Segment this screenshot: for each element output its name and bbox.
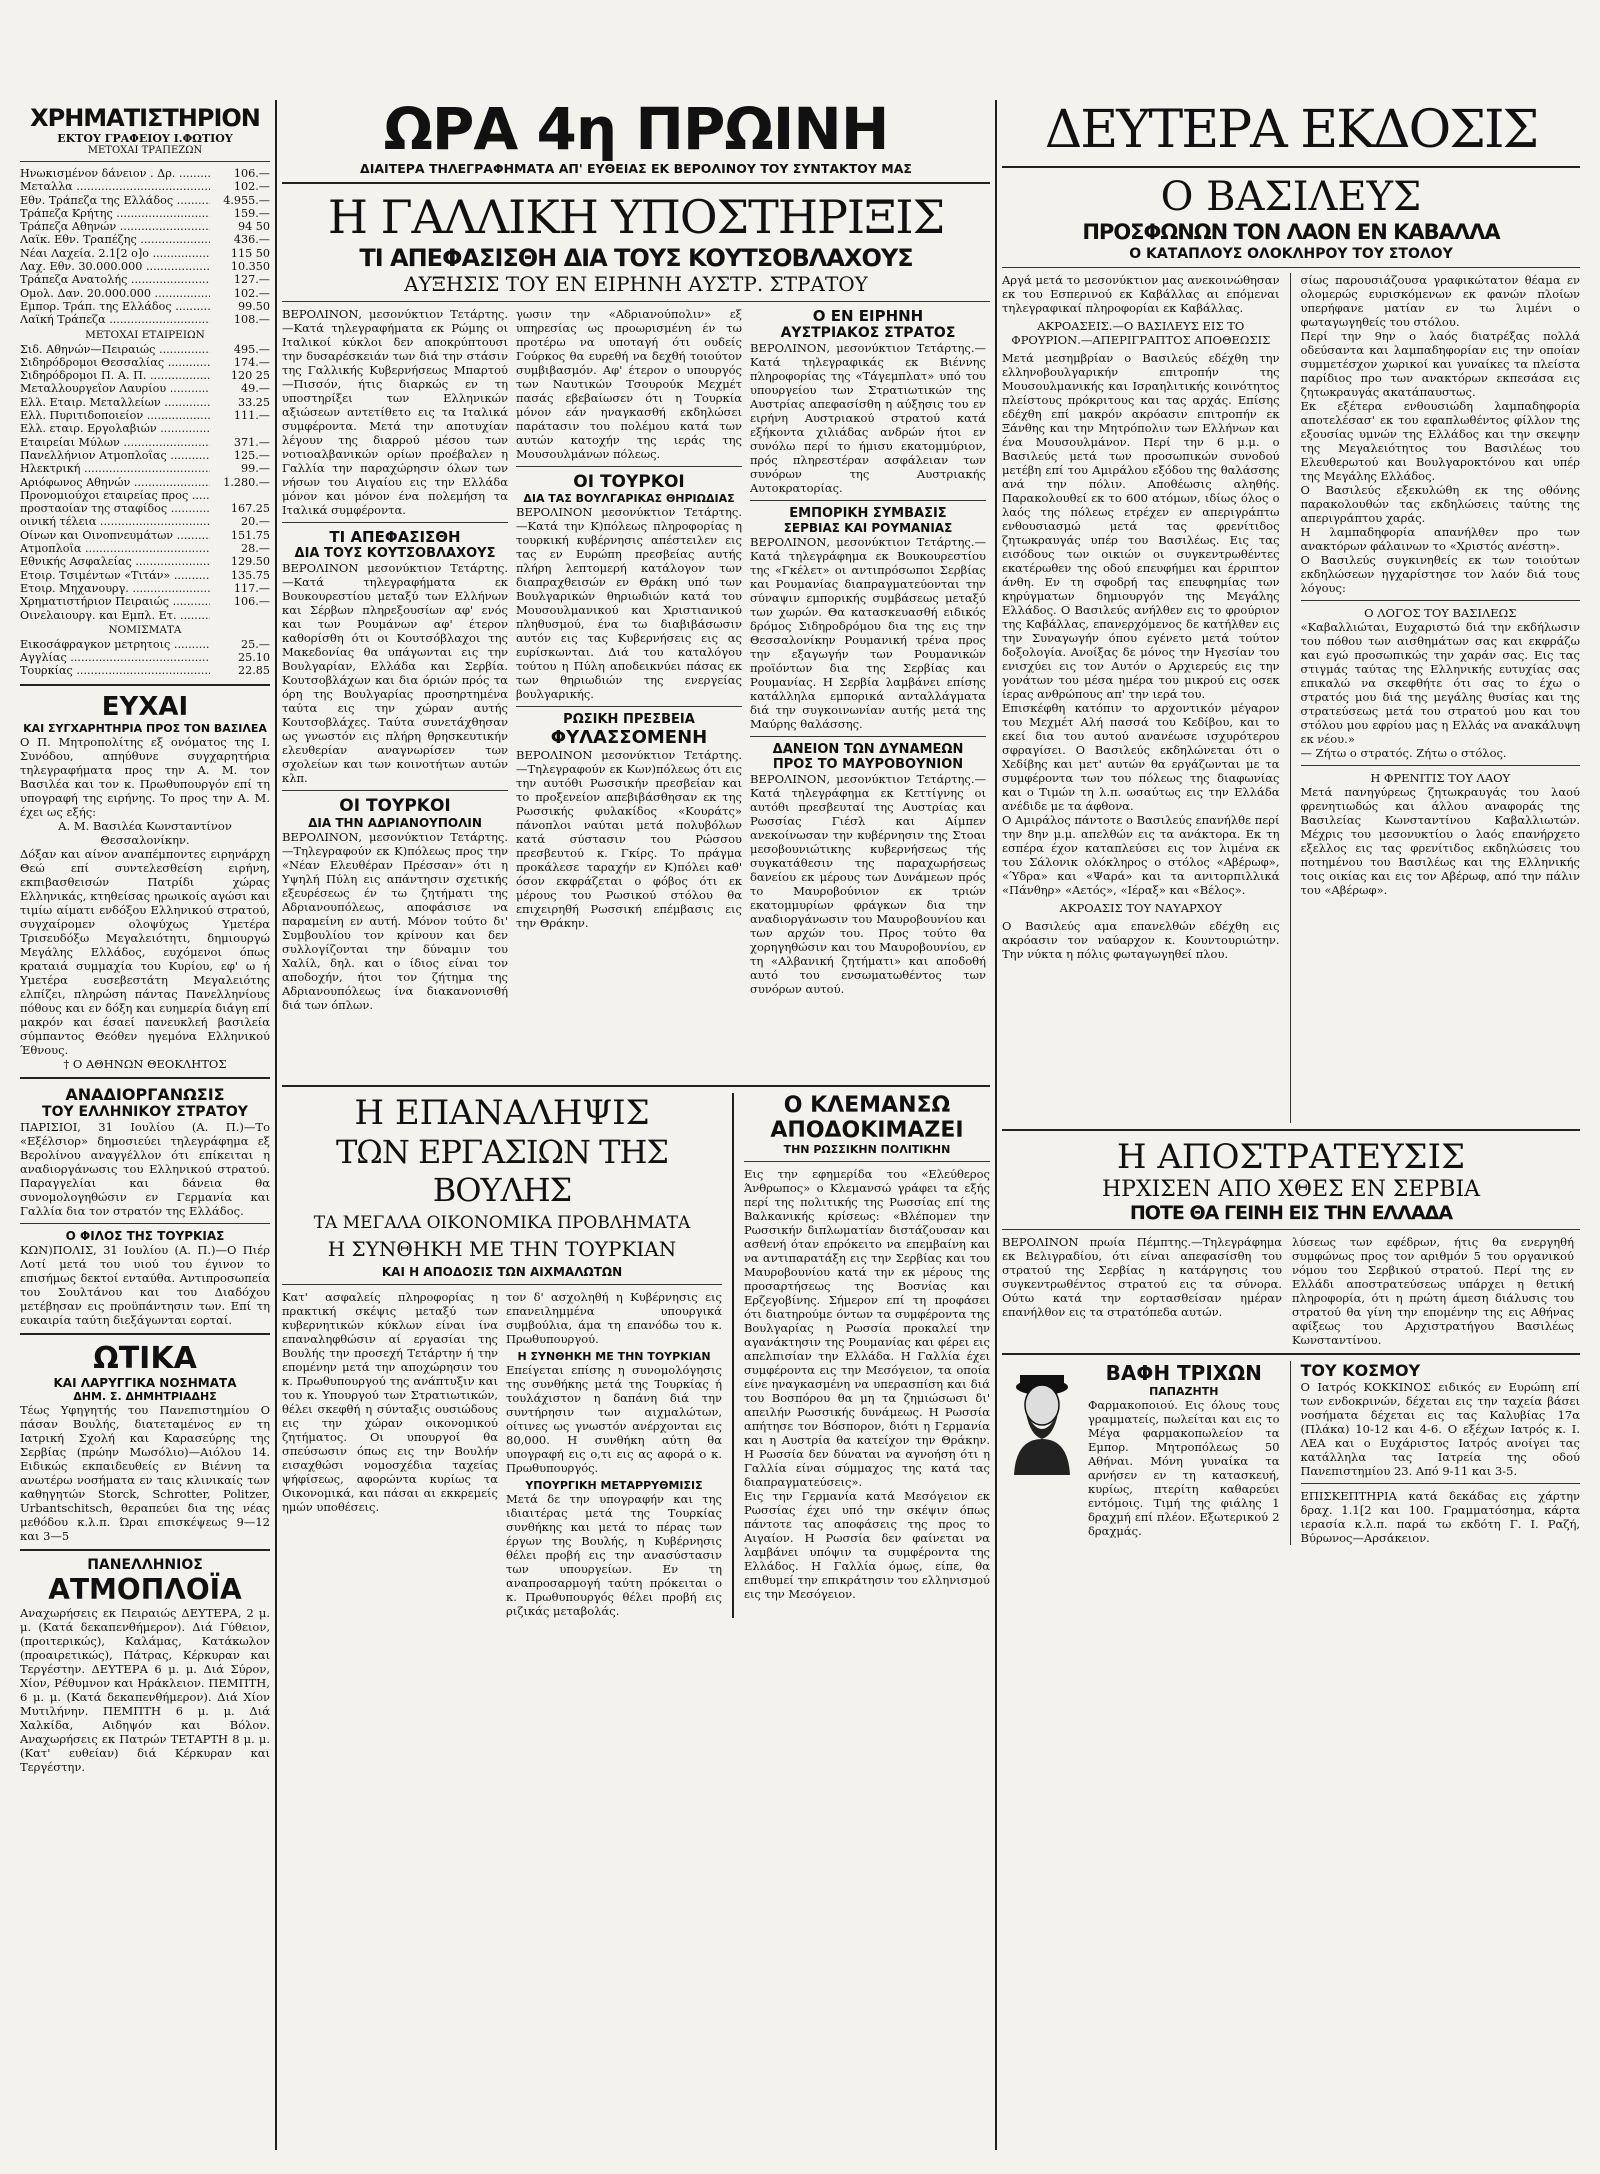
exchange-row (20, 638, 270, 651)
ent-ad-subtitle: ΚΑΙ ΛΑΡΥΓΓΙΚΑ ΝΟΣΗΜΑΤΑ (53, 1375, 237, 1390)
exchange-row-name: Ετοιρ. Τσιμέντων «Τιτάν» ..... (20, 569, 210, 582)
exchange-row (20, 300, 270, 313)
wishes-signature: † Ο ΑΘΗΝΩΝ ΘΕΟΚΛΗΤΟΣ (63, 1056, 227, 1071)
exchange-row (20, 462, 270, 475)
exchange-row-value: 108.— (210, 313, 270, 326)
king-audience-heading: ΑΚΡΟΑΣΕΙΣ.—Ο ΒΑΣΙΛΕΥΣ ΕΙΣ ΤΟ ΦΡΟΥΡΙΟΝ.—ΑΠΕΡΙΓΡΑΠΤΟΣ ΑΠΟΘΕΩΣΙΣ (1011, 319, 1271, 347)
exchange-row-name: Ετοιρ. Μηχανουργ. ..... (20, 582, 210, 595)
turks-bulgar-text: ΒΕΡΟΛΙΝΟΝ μεσονύκτιον Τετάρτης.—Κατά την Κ)πόλεως πληροφορίας η τουρκική κυβέρνησις απέστειλεν εις τας εν Ευρώπη πρεσβείας αυτής πλήρη λεπτομερή κατάλογον των διαπραχθεισών εν Θράκη υπό των Βουλγαρικών θηριωδιών κατά του Μουσουλμανικού και Χριστιανικού πληθυσμού, ένα τω διαβιβάσωσιν αυτόν εις τας Κυβερνήσεις εις ας ευρίσκωνται. Διά του καταλόγου τούτου η Πύλη αποδεικνύει πάσας εκ των θηριωδιών της ενεργείας βουλγαρικής. (516, 505, 742, 702)
exchange-row-name: Ελλ. Πυριτιδοποιείον ..... (20, 409, 210, 422)
clemenceau-section (744, 1093, 990, 1618)
exchange-row-value: 102.— (210, 180, 270, 193)
exchange-row (20, 609, 270, 622)
trade-agreement-heading-2: ΣΕΡΒΙΑΣ ΚΑΙ ΡΟΥΜΑΝΙΑΣ (783, 521, 953, 536)
newspaper-page (20, 100, 1580, 2150)
trade-agreement-heading: ΕΜΠΟΡΙΚΗ ΣΥΜΒΑΣΙΣ (789, 506, 947, 522)
exchange-row-name: Εμπορ. Τράπ. της Ελλάδος ..... (20, 300, 210, 313)
exchange-row-name: Νέαι Λαχεία. 2.1[2 ο]ο ..... (20, 247, 210, 260)
world-heading: ΤΟΥ ΚΟΣΜΟΥ (1300, 1361, 1421, 1380)
french-support-subtitle-2: ΑΥΞΗΣΙΣ ΤΟΥ ΕΝ ΕΙΡΗΝΗ ΑΥΣΤΡ. ΣΤΡΑΤΟΥ (404, 272, 868, 297)
clemenceau-title: Ο ΚΛΕΜΑΝΣΩ (783, 1093, 951, 1119)
frenzy-heading: Η ΦΡΕΝΙΤΙΣ ΤΟΥ ΛΑΟΥ (1370, 771, 1511, 785)
vlach-heading-2: ΔΙΑ ΤΟΥΣ ΚΟΥΤΣΟΒΛΑΧΟΥΣ (294, 546, 496, 562)
man-portrait-icon (1002, 1365, 1082, 1475)
vlach-text: ΒΕΡΟΛΙΝΟΝ μεσονύκτιον Τετάρτης.—Κατά τηλεγραφήματα εκ Βουκουρεστίου μεταξύ των Ελλήνων και Σέρβων πληρεξουσίων αφ' ενός και των Ρουμάνων αφ' έτερον καθορίσθη ότι οι Κουτσόβλαχοι της Μακεδονίας θα υπάγωνται εις την Βουλγαρίαν, Ελλάδα και Σερβία. Κουτσοβλάχων και δια όριών πρός τα όρη της Βουλγαρίας προσηρτημένα ταύτα εις την χώραν αυτής Κουτσοβλάχες. Ταύτα συνετάχθησαν ως γνωστόν εις πλήρη θρησκευτικήν ελευθερίαν αναγνωρίσεν των σχολείων και των κοινοτήτων αυτών κλπ. (282, 561, 508, 786)
king-text-cont-1: σίως παρουσιάζουσα γραφικώτατον θέαμα εν ολομερώς ευρισκόμενων εκ φανών πλοίων υπερήφανε ματίαν εν τω λιμένι ο φωταγωγηθείς του στόλου. (1300, 273, 1580, 329)
exchange-row (20, 220, 270, 233)
exchange-row-value: 495.— (210, 343, 270, 356)
treaty-heading: Η ΣΥΝΘΗΚΗ ΜΕ ΤΗΝ ΤΟΥΡΚΙΑΝ (517, 1350, 711, 1364)
company-shares-list (20, 343, 270, 622)
exchange-row-value (210, 422, 270, 435)
middle-column (282, 100, 990, 2150)
reorg-text: ΠΑΡΙΣΙΟΙ, 31 Ιουλίου (Α. Π.)—Το «Εξέλσιορ» δημοσιεύει τηλεγράφημα εξ Βερολίνου αναγγέλλον ότι επίκειται η αναδιοργάνωσις του Ελληνικού στρατού. Παραγγελίαι και δάνεια θα συνομολογηθώσιν εν Γερμανία και Γαλλία δια τον στρατόν της Ελλάδος. (20, 1119, 270, 1218)
turks-adrianople-heading: ΟΙ ΤΟΥΡΚΟΙ (339, 796, 451, 817)
exchange-row-name: Σιδηρόδρομοι Θεσσαλίας ..... (20, 356, 210, 369)
exchange-row-name: Λαχ. Εθν. 30.000.000 ..... (20, 260, 210, 273)
exchange-row-value: 99.50 (210, 300, 270, 313)
parliament-subtitle-2: Η ΣΥΝΘΗΚΗ ΜΕ ΤΗΝ ΤΟΥΡΚΙΑΝ (327, 1237, 677, 1262)
exchange-row (20, 356, 270, 369)
exchange-row-name: Τουρκίας ..... (20, 664, 210, 677)
hair-dye-subtitle: ΠΑΠΑΖΗΤΗ (1149, 1385, 1219, 1398)
loan-heading-2: ΠΡΟΣ ΤΟ ΜΑΥΡΟΒΟΥΝΙΟΝ (772, 757, 964, 773)
exchange-row-value: 1.280.— (210, 476, 270, 489)
exchange-row-value: 106.— (210, 595, 270, 608)
king-text-cont-5: Η λαμπαδηφορία απανήλθεν προ των ανακτόρων φάλαινων το «Χριστός ανέστη». (1300, 525, 1580, 553)
wishes-body: Δόξαν και αίνον αναπέμποντες ειρηνάρχη Θεώ επί συντελεσθείση ειρήνη, εκπιβασθεισών Πατρίδι χώρας Ελληνικάς, κτηθείσας ηρωικοίς αγώσι και τιμίω αίματι ενδόξου Ελληνικού στρατού, συγχαίρομεν ολοψύχως Υμετέρα Τρισευδόξω Μεγαλειότητι, δημιουργώ Μεγάλης Ελλάδος, ευχόμενοι όπως κραταιά συμμαχία του Κυρίου, εφ' ω ή Υμετέρα ευσεβεστάτη Μεγαλειότης ελπίζει, πληρώση πάντας Πανελληνίους πόθους και εν δόξη και ευημερία διάγη επί μακρόν και έσαεί πανευκλεή βασιλεία σύμπαντος Θεόθεν ηγεμόνα Ελληνικού Έθνους. (20, 846, 270, 1057)
exchange-row (20, 449, 270, 462)
trade-agreement-text: ΒΕΡΟΛΙΝΟΝ, μεσονύκτιον Τετάρτης.—Κατά τηλεγράφημα εκ Βουκουρεστίου της «Γκέλετ» οι αντιπρόσωποι Σερβίας και Ρουμανίας διαπραγματεύονται την σύναψιν εμπορικής συμβάσεως μεταξύ των χωρών. Θα κατασκευασθή ειδικός δρόμος Σιδηροδρόμου δια της εις την Θεσσαλονίκην Ρουμανική τρένα προς την εξαγωγήν των Ρουμανικών προϊόντων δια της Σερβίας και Ρουμανίας. Η Σερβία λαμβάνει επίσης κατάλληλα εμπορικά ανταλλάγματα διά την συγκοινωνίαν αυτής μετά της Μαύρης θαλάσσης. (750, 535, 986, 732)
exchange-row-value: 167.25 (210, 502, 270, 515)
exchange-row-name: Προνομιούχοι εταιρείας προς ..... (20, 489, 210, 502)
exchange-row-value: 99.— (210, 462, 270, 475)
king-text-cont-4: Ο Βασιλεύς εξεκυλώθη εκ της οθόνης παρακολουθών τας εκδηλώσεις ταύτης της απεριγράπτου χαράς. (1300, 483, 1580, 525)
exchange-row (20, 476, 270, 489)
exchange-row (20, 382, 270, 395)
exchange-row (20, 396, 270, 409)
exchange-row (20, 542, 270, 555)
exchange-row-name: Μεταλλα ..... (20, 180, 210, 193)
exchange-row (20, 233, 270, 246)
exchange-row (20, 180, 270, 193)
main-headline: ΩΡΑ 4η ΠΡΩΙΝΗ (383, 100, 889, 163)
exchange-row-name: προσταοίαν της σταφίδος ..... (20, 502, 210, 515)
exchange-row-name: Σιδηρόδρομοι Π. Α. Π. ..... (20, 369, 210, 382)
mid-col-3 (750, 307, 986, 1077)
exchange-row-name: Λαϊκ. Εθν. Τραπέζης ..... (20, 233, 210, 246)
admiral-text: Ο Βασιλεύς αμα επανελθών εδέχθη εις ακρόασιν τον ναύαρχον κ. Κουντουριώτην. Την νύκτα η πόλις φωταγωγηθεί πλου. (1002, 919, 1280, 961)
hair-dye-text: Φαρμακοποιού. Εις όλους τους γραμματείς, πωλείται και εις το Μέγα φαρμακοπωλείον τα Εμπορ. Μητροπόλεως 50 Αθήναι. Μόνη γυναίκα τα αρνήσεν εν τη κατασκευή, κυρίως, πτερίτη καθαρεύει εντόμοις. Τιμή της φιάλης 1 δραχμή επί πλέον. Εξωτερικού 2 δραχμάς. (1088, 1398, 1280, 1538)
exchange-row-value: 125.— (210, 449, 270, 462)
doctors-ads (1301, 1361, 1581, 1545)
turks-adrianople-heading-2: ΔΙΑ ΤΗΝ ΑΔΡΙΑΝΟΥΠΟΛΙΝ (308, 816, 482, 831)
exchange-row (20, 651, 270, 664)
reorg-title: ΑΝΑΔΙΟΡΓΑΝΩΣΙΣ (65, 1084, 225, 1104)
french-support-title: Η ΓΑΛΛΙΚΗ ΥΠΟΣΤΗΡΙΞΙΣ (327, 190, 945, 245)
friend-turkey-title: Ο ΦΙΛΟΣ ΤΗΣ ΤΟΥΡΚΙΑΣ (65, 1228, 225, 1243)
exchange-row-name: Αγγλίας ..... (20, 651, 210, 664)
loan-text: ΒΕΡΟΛΙΝΟΝ, μεσονύκτιον Τετάρτης.—Κατά τηλεγράφημα εκ Κεττίγνης οι αυτόθι πρεσβευταί της Αυστρίας και Ρωσσίας Γιέσλ και Αίμπεν ανεκοίνωσαν την κυβέρνησιν της Στοαι μεσοβουνιώτικης κυβερνήσεως τής συγκατάθεσιν της παραχωρήσεως δανείου εκ μέρους των Δυνάμεων πρός το Μαυροβούνιον εκ τριών εκατομμυρίων φράγκων δια την αναδιοργάνωσιν του Μαυροβουνίου και των αρχών του. Προς τούτο θα χορηγηθώσιν και του Μαυροβουνίου, εν τη «Αλβανική ζητήματι» και αποδοθή αυτό του ενσωματωθέντος των συνόρων αυτού. (750, 772, 986, 997)
exchange-row (20, 287, 270, 300)
exchange-row (20, 260, 270, 273)
exchange-row-name: Τράπεζα Αθηνών ..... (20, 220, 210, 233)
exchange-row-name: Εικοσάφραγκον μετρητοις ..... (20, 638, 210, 651)
exchange-row (20, 582, 270, 595)
exchange-row-value: 25.10 (210, 651, 270, 664)
exchange-title: ΧΡΗΜΑΤΙΣΤΗΡΙΟΝ (30, 104, 260, 132)
adrianople-cont-text: γωσιν την «Αδριανούπολιν» εξ υπηρεσίας ως προωρισμένη έν τω προτέρω να υποταγή ότι ουδείς Γούρκος θα ευρεθή να δεχθή τοιούτον συμβιβασμόν. Αφ' έτερον ο υπουργός των Ναυτικών Τσουρούκ Μεχμέτ πασάς εβεβαίωσεν ότι η Τουρκία μόνον εάν ηναγκασθή εκδηλώσει παράτασιν του πολέμου κατά των αυτών κατοχήν της ιεράς της Μουσουλμάνων πόλεως. (516, 307, 742, 462)
exchange-row (20, 313, 270, 326)
second-edition-headline: ΔΕΥΤΕΡΑ ΕΚΔΟΣΙΣ (1044, 100, 1538, 160)
exchange-row (20, 515, 270, 528)
mid-col-1 (282, 307, 508, 1077)
exchange-row-name: Αριόφωνος Αθηνών ..... (20, 476, 210, 489)
exchange-row-name: Σιδ. Αθηνών—Πειραιώς ..... (20, 343, 210, 356)
exchange-row-value: 151.75 (210, 529, 270, 542)
exchange-row (20, 207, 270, 220)
austrian-army-heading: Ο ΕΝ ΕΙΡΗΝΗ (812, 307, 924, 326)
clemenceau-title-2: ΑΠΟΔΟΚΙΜΑΖΕΙ (770, 1118, 964, 1144)
exchange-row-value: 436.— (210, 233, 270, 246)
right-column (1002, 100, 1580, 2150)
exchange-row (20, 529, 270, 542)
exchange-row-value: 22.85 (210, 664, 270, 677)
parliament-title: Η ΕΠΑΝΑΛΗΨΙΣ (354, 1093, 650, 1134)
ent-ad-text: Τέως Υφηγητής του Πανεπιστημίου Ο πάσαν Βουλής, διατεταμένος εν τη Ιατρική Σχολή και Καρασεύρης της Σερβίας (πρώην Μωσόλιο)—Αιόλου 14. Ειδικώς εκπαιδευθείς εν Βιέννη τα ανωτέρω νοσήματα εν ταις κλινικαίς των καθηγητών Storck, Schrotter, Politzer, Urbantschitsch, θεραπεύει δια της νέας μεθόδου κ.λ.π. Ώραι επισκέψεως 9—12 και 3—5 (20, 1402, 270, 1543)
turks-bulgar-heading: ΟΙ ΤΟΥΡΚΟΙ (573, 472, 685, 493)
exchange-row-name: Τράπεζα Κρήτης ..... (20, 207, 210, 220)
exchange-row (20, 569, 270, 582)
exchange-row-value: 159.— (210, 207, 270, 220)
exchange-row-value: 10.350 (210, 260, 270, 273)
clemenceau-subtitle: ΤΗΝ ΡΩΣΣΙΚΗΝ ΠΟΛΙΤΙΚΗΝ (783, 1143, 951, 1157)
exchange-row-value (210, 609, 270, 622)
shipping-text: Αναχωρήσεις εκ Πειραιώς ΔΕΥΤΕΡΑ, 2 μ. μ. (Κατά δεκαπενθήμερον). Διά Γύθειον, (προιτερικώς), Καλάμας, Κατάκωλον (προαιρετικώς), Πάτρας, Κέρκυραν και Τεργέστην. ΔΕΥΤΕΡΑ 6 μ. μ. Διά Σύρον, Χίον, Ρέθυμνον και Ηράκλειον. ΠΕΜΠΤΗ, 6 μ. μ. (Κατά δεκαπενθήμερον). Διά Χίον Μυτιλήνην. ΠΕΜΠΤΗ 6 μ. μ. Διά Χαλκίδα, Αιδηψόν και Βόλον. Αναχωρήσεις εκ Πατρών ΤΕΤΑΡΤΗ 8 μ. μ. (Κατ' ευθείαν) διά Κέρκυραν και Τεργέστην. (20, 1605, 270, 1774)
king-title: Ο ΒΑΣΙΛΕΥΣ (1160, 174, 1422, 220)
demob-text-2: λύσεως των εφέδρων, ήτις θα ενεργηθή συμφώνως προς τον αριθμόν 5 του οργανικού νόμου του Σερβικού στρατού. Περί της εν Ελλάδι αποστρατεύσεως υπάρχει η θετική πληροφορία, ότι η πρώτη άμεση διάλυσις του στρατού θα γίνη την επομένην της εις Αθήνας αφίξεως του Αρχιστρατήγου Βασιλέως Κωνσταντίνου. (1292, 1235, 1574, 1347)
hair-dye-title: ΒΑΦΗ ΤΡΙΧΩΝ (1105, 1361, 1262, 1385)
exchange-row-name: Πανελλήνιον Ατμοπλοΐας ..... (20, 449, 210, 462)
exchange-row-name: Ηνωκισμένον δάνειον . Δρ. ..... (20, 167, 210, 180)
exchange-row-name: Ελλ. εταιρ. Εργολαβιών ..... (20, 422, 210, 435)
exchange-row (20, 369, 270, 382)
reorg-subtitle: ΤΟΥ ΕΛΛΗΝΙΚΟΥ ΣΤΡΑΤΟΥ (42, 1103, 248, 1120)
exchange-row-value: 94 50 (210, 220, 270, 233)
admiral-heading: ΑΚΡΟΑΣΙΣ ΤΟΥ ΝΑΥΑΡΧΟΥ (1059, 901, 1222, 915)
mid-col-2 (516, 307, 742, 1077)
exchange-row-value: 129.50 (210, 555, 270, 568)
exchange-row (20, 167, 270, 180)
austrian-army-heading-2: ΑΥΣΤΡΙΑΚΟΣ ΣΤΡΑΤΟΣ (780, 325, 956, 342)
wishes-text: Ο Π. Μητροπολίτης εξ ονόματος της Ι. Συνόδου, απηύθυνε συγχαρητήρια τηλεγραφήματα προς την Α. Μ. τον Βασιλέα και τον κ. Πρωθυπουργόν επί τη υπογραφή της ειρήνης. Το προς την Α. Μ. έχει ως εξής: (20, 734, 270, 819)
reshuffle-heading: ΥΠΟΥΡΓΙΚΗ ΜΕΤΑΡΡΥΘΜΙΣΙΣ (525, 1479, 703, 1493)
demob-subtitle-2: ΠΟΤΕ ΘΑ ΓΕΙΝΗ ΕΙΣ ΤΗΝ ΕΛΛΑΔΑ (1129, 1202, 1453, 1224)
demob-title: Η ΑΠΟΣΤΡΑΤΕΥΣΙΣ (1116, 1137, 1466, 1177)
exchange-row-value: 33.25 (210, 396, 270, 409)
exchange-row-value: 28.— (210, 542, 270, 555)
wishes-subtitle: ΚΑΙ ΣΥΓΧΑΡΗΤΗΡΙΑ ΠΡΟΣ ΤΟΝ ΒΑΣΙΛΕΑ (23, 721, 267, 735)
demob-text: ΒΕΡΟΛΙΝΟΝ πρωία Πέμπτης.—Τηλεγράφημα εκ Βελιγραδίου, ότι είναι απεφασίσθη του στρατού της Σερβίας η κατάργησις του συγκεντρωθέντος στρατού εις τα σύνορα. Ούτω κατά την εορτασθείσαν ημέραν επανήλθον εις τα στρατόπεδα αυτών. (1002, 1235, 1282, 1319)
parliament-text-cont: τον δ' ασχοληθή η Κυβέρνησις εις επανειλημμένα υπουργικά συμβούλια, άμα τη επανόδω του κ. Πρωθυπουργού. (506, 1290, 722, 1347)
russian-embassy-heading-2: ΦΥΛΑΣΣΟΜΕΝΗ (550, 727, 708, 749)
exchange-subtitle: ΕΚΤΟΥ ΓΡΑΦΕΙΟΥ Ι.ΦΩΤΙΟΥ (57, 132, 233, 145)
exchange-row (20, 664, 270, 677)
exchange-row-value: 115 50 (210, 247, 270, 260)
telegram-subline: ΔΙΑΙΤΕΡΑ ΤΗΛΕΓΡΑΦΗΜΑΤΑ ΑΠ' ΕΥΘΕΙΑΣ ΕΚ ΒΕΡΟΛΙΝΟΥ ΤΟΥ ΣΥΝΤΑΚΤΟΥ ΜΑΣ (360, 161, 912, 177)
exchange-row (20, 595, 270, 608)
exchange-row-name: Χρηματιστήριον Πειραιώς ..... (20, 595, 210, 608)
exchange-row (20, 194, 270, 207)
cards-ad-text: ΕΠΙΣΚΕΠΤΗΡΙΑ κατά δεκάδας εις χάρτην δραχ. 1.1[2 και 100. Γραμματόσημα, κάρτα ιερασία κ.λ.π. παρά τω εκδότη Γ. Ι. Ραζή, Βύρωνος—Αρσάκειον. (1300, 1489, 1580, 1545)
exchange-row-name: Ηλεκτρική ..... (20, 462, 210, 475)
exchange-row (20, 436, 270, 449)
exchange-row (20, 489, 270, 502)
king-subtitle-2: Ο ΚΑΤΑΠΛΟΥΣ ΟΛΟΚΛΗΡΟΥ ΤΟΥ ΣΤΟΛΟΥ (1129, 246, 1453, 262)
king-text-fleet: Ο Αμιράλος πάντοτε ο Βασιλεύς επανήλθε περί την 8ην μ.μ. απελθών εις τα ανάκτορα. Εκ τη εσπέρα έχον καταπλεύσει εις τον λιμένα εκ του Σάλονικ ολόκληρος ο στόλος «Αβέρωφ», «Ύδρα» και «Ψαρά» και τα ανιτορπιλλικά «Πάνθηρ» «Αετός», «Ιέραξ» και «Βέλος». (1002, 813, 1280, 897)
ent-ad-title: ΩΤΙΚΑ (93, 1340, 197, 1376)
frenzy-text: Μετά πανηγύρεως ζητωκραυγάς του λαού φρενητιωδώς και άλλου αναφοράς της Βασιλείας Κωνσταντίνου Καβαλλιωτών. Μέχρις του μεσονυκτίου ο λαός επανήρχετο εξελλος εις τας φρενίτιδος εκδηλώσεις του ποτημένου του Βασιλέως και της Ελληνικής τοις οικίας και εις τον Αβέρωφ, από την πάλιν του «Αβέρωφ». (1300, 785, 1580, 897)
exchange-row-name: Εθνικής Ασφαλείας ..... (20, 555, 210, 568)
turks-adrianople-text: ΒΕΡΟΛΙΝΟΝ, μεσονύκτιον Τετάρτης.—Τηλεγραφούν εκ Κ)πόλεως προς την «Νέαν Ελευθέραν Πρέσσαν» ότι η Υψηλή Πύλη εις απάντησιν σχετικής εξευρέσεως έν τω ζητήματι της Αδριανουπόλεως, αποφάσισε να παραμείνη εν αυτή. Μόνον τούτο δι' Συμβουλίου τον κρίνουν και δεν συλλογίζονται την δύναμιν του Χαλίλ, δηλ. και ο ίδιος είναι τον αποδοχήν, ήτοι τον ζήτημα της Αδριανουπόλεως ίνα διακανονισθή διά των όπλων. (282, 830, 508, 1013)
exchange-row-name: Οίνων και Οινοπνευμάτων ..... (20, 529, 210, 542)
exchange-row-value: 371.— (210, 436, 270, 449)
clemenceau-text: Εις την εφημερίδα του «Ελεύθερος Άνθρωπος» ο Κλεμανσώ γράφει τα εξής περί της πολιτικής της Ρωσσίας επί της Βαλκανικής κρίσεως: «Βλέπομεν την Ρωσσικήν διπλωματίαν διστάζουσαν και ασθενή όταν επρόκειτο να επεμβαίνη και να αντιπαρατάξη εις την Σερβίας και του Μαυροβουνίου κατά την εκ μέρους της προσαρτήσεως της Βοσνίας και Ερζεγοβίνης. Σήμερον επί τη προφάσει ότι διατηρούμε όντων τα συμφέροντα της Βουλγαρίας η Ρωσσία προκαλεί την αγανάκτησιν της Ρουμανίας και φέρει εις απελπισίαν την Ελλάδα. Η Γαλλία έχει συμφέροντα εις την Μεσόγειον, τα οποία είνε ηναγκασμένη να υπερασπίση και διά του Βοσπόρου θα μη τα ζημιώσωσι δι' απειλήν Ρωσσικής δυνάμεως. Η Ρωσσία απήτησε τον Βόσπορον, διότι η Γερμανία και η Αυστρία θα κατείχον την Θράκην. Η Ρωσσία δεν δύναται να αγνοήση ότι η Γαλλία είναι σύμμαχος της κατά τας διαπραγματεύσεις». (743, 1167, 990, 1490)
reshuffle-text: Μετά δε την υπογραφήν και της ιδιαιτέρας μετά της Τουρκίας συνθήκης και μετά το πέρας των έργων της Βουλής, η Κυβέρνησις θέλει προβή εις την ανασύστασιν των υπουργείων. Εν τη αναπροσαρμογή ταύτη πρόκειται ο κ. Πρωθυπουργός θέλει προβή εις ριζικάς μεταβολάς. (506, 1492, 722, 1619)
exchange-row-value: 135.75 (210, 569, 270, 582)
king-subtitle: ΠΡΟΣΦΩΝΩΝ ΤΟΝ ΛΑΟΝ ΕΝ ΚΑΒΑΛΛΑ (1082, 220, 1500, 244)
left-column (20, 100, 270, 2150)
wishes-title: ΕΥΧΑΙ (101, 691, 189, 722)
king-text-palace: Επισκέφθη κατόπιν το αρχοντικόν μέγαρον του Μεχμέτ Αλή πασσά του Κεδίβου, και το εκεί δια του αυτού ανανέωσε ισχυρότερου σφραγίσει. Ο Βασιλεύς εκδηλώνεται ότι ο Χεδίβης και μετ' αυτών θα εργάζωνται με τα συμφέροντα των του πόλεως της διαφωνίας και ο Τιμών τη λ.π. ωσαύτως εις την Ελλάδα ανέδιδε με τα άφθονα. (1002, 701, 1280, 813)
ent-ad-doctor: ΔΗΜ. Σ. ΔΗΜΗΤΡΙΑΔΗΣ (73, 1389, 217, 1403)
bank-shares-list (20, 167, 270, 327)
vlach-heading: ΤΙ ΑΠΕΦΑΣΙΣΘΗ (329, 528, 461, 547)
exchange-row-name: Μεταλλουργεΐον Λαυρίου ..... (20, 382, 210, 395)
parliament-title-2: ΤΩΝ ΕΡΓΑΣΙΩΝ ΤΗΣ ΒΟΥΛΗΣ (335, 1133, 669, 1210)
loan-heading: ΔΑΝΕΙΟΝ ΤΩΝ ΔΥΝΑΜΕΩΝ (772, 742, 964, 758)
exchange-row (20, 502, 270, 515)
exchange-row-name: Λαϊκή Τράπεζα ..... (20, 313, 210, 326)
exchange-row-value: 106.— (210, 167, 270, 180)
world-text: Ο Ιατρός ΚΟΚΚΙΝΟΣ ειδικός εν Ευρώπη επί των ενδοκρινών, δέχεται εις την ταχεία βάσει νοσήματα δέχεται εις τας Καλυβίας 17α (Πλάκα) 10-12 και 4-6. Ο εξέχων Ιατρός κ. Ι. ΛΕΑ και ο Ευχάριστος Ιατρός ανοίγει τας κατάλληλα τας Ιατρεία της οδού Πανεπιστημίου 23. Από 9-11 και 3-5. (1300, 1380, 1580, 1478)
king-text-cont-6: Ο Βασιλεύς συγκινηθείς εκ των τοιούτων εκδηλώσεων ηγχαρίστησε τον λαόν διά τους λόγους: (1300, 553, 1580, 595)
king-text-cont-2: Περί την 9ην ο λαός διατρέξας πολλά οδεύσαντα και λαμπαδηφορίαν εις την οποίαν συμμετέσχον χωρικοί και γυναίκες τα πλείστα παρίδιος προ των ανακτόρων εκπεσάσα εις ζητωκραυγάς ακατάπαυστως. (1300, 329, 1580, 399)
exchange-row-value: 49.— (210, 382, 270, 395)
king-text-main: Μετά μεσημβρίαν ο Βασιλεύς εδέχθη την ελληνοβουλγαρικήν επιτροπήν της Μουσουλμανικής και Ισραηλιτικής κοινότητος πλείστους πρόκριτους και τας αρχάς. Επίσης εδέχθη επί μακρόν ακρόασιν επιτροπήν εκ Ξάνθης και την Μητρόπολιν των Ελλήνων και ένα Μουσουλμάνον. Περί την 6 μ.μ. ο Βασιλεύς μετά των προσωπικών συνοδού μετέβη επί του Αμιράλου εξόδου της θαλάσσης ανά την πόλιν. Αποθέωσις αληθής. Παρακολουθεί εκ το 600 ατόμων, ιδίως όλος ο λαός της πόλεως ετρέχεν εν απεριγράπτω ενθουσιασμώ μετά τας φρενίτιδος ζητωκραυγάς υπέρ του Βασιλέως. Εις τας εισόδους των οικιών οι συγκεντρωθέντες εκατέρωθεν της οδού επευφήμει και έρριπτον άνθη. Εν τη σφοδρή τας επευφημίας των κηρύγματων δημιουργόν της Μεγάλης Ελλάδος. Ο Βασιλεύς ανήλθεν εις το φρούριον της Καβάλλας, επανερχόμενος δε κατήλθεν εις την Συναγωγήν όπου εγένετο μετά τούτον δοξολογία. Ανοίξας δε μόνος την Ηγεσίαν του ενισχύει εις τον Αυτόν ο Αρχιερεύς εις την γονάτων του μέσα ημέρα του μικρού εις οσεκ ίερας ανθρώπους απ' την ιερά του. (1002, 351, 1280, 701)
parliament-subtitle-3: ΚΑΙ Η ΑΠΟΔΟΣΙΣ ΤΩΝ ΑΙΧΜΑΛΩΤΩΝ (381, 1265, 623, 1280)
exchange-row-name: Εθν. Τράπεζα της Ελλάδος ..... (20, 194, 210, 207)
king-speech-heading: Ο ΛΟΓΟΣ ΤΟΥ ΒΑΣΙΛΕΩΣ (1364, 606, 1517, 620)
exchange-row (20, 273, 270, 286)
austrian-army-text: ΒΕΡΟΛΙΝΟΝ, μεσονύκτιον Τετάρτης.—Κατά τηλεγραφικάς εκ Βιέννης πληροφορίας της «Τάγεμπλατ» υπό του υπουργείου των Στρατιωτικών της Αυστρίας απεφασίσθη η αύξησις του εν ειρήνη Αυστριακού στρατού κατά εξήκοντα χιλιάδας ανδρών ήτοι εν συνόλω περί το ήμισυ εκατομμύριον, πρός πληρεστέραν ασφάλειαν των συνόρων της Αυστριακής Αυτοκρατορίας. (750, 341, 986, 496)
exchange-row-value: 102.— (210, 287, 270, 300)
exchange-row-value: 120 25 (210, 369, 270, 382)
french-article-text: ΒΕΡΟΛΙΝΟΝ, μεσονύκτιον Τετάρτης.—Κατά τηλεγραφήματα εκ Ρώμης οι Ιταλικοί κύκλοι δεν αποκρύπτουσι την δυσαρέσκειάν των διά την στάσιν της Γαλλικής Κυβερνήσεως Μπαρτού—Πισσόν, ήτις διαρκώς εν τη υποστηρίξει των Ελληνικών αξιώσεων αντετίθετο εις τα Ιταλικά συμφέροντα. Μετά την αποτυχίαν λέγουν της διαρρού μέσου των νοτιοαλβανικών ορίων προέβαλεν η Γαλλία την παραχώρησιν όλων των νήσων του Αιγαίου εις την Ελλάδα μόνον και μόνον ένα πολεμήση τα Ιταλικά συμφέροντα. (282, 307, 508, 518)
parliament-subtitle: ΤΑ ΜΕΓΑΛΑ ΟΙΚΟΝΟΜΙΚΑ ΠΡΟΒΛΗΜΑΤΑ (313, 1213, 691, 1234)
exchange-row-value: 174.— (210, 356, 270, 369)
russian-embassy-text: ΒΕΡΟΛΙΝΟΝ μεσονύκτιον Τετάρτης.—Τηλεγραφούν εκ Κων)πόλεως ότι εις την αυτόθι Ρωσσικήν πρεσβείαν και το προξενείον απεβιβάσθησαν εκ της Ρωσσικής φυλακίδος «Κουράτς» πάνοπλοι ναύται μετά πολυβόλων κατά σύστασιν του Ρώσσου πρεσβευτού κ. Γκίρς. Το πράγμα προκάλεσε ταραχήν εν Κ)πόλει καθ' όσον εκφράζεται ο φόβος ότι εκ μέρους του Ρωσικού στόλου θα επιχειρηθή Ρωσσική επέμβασις εις την Θράκην. (516, 748, 742, 931)
demob-subtitle: ΗΡΧΙΣΕΝ ΑΠΟ ΧΘΕΣ ΕΝ ΣΕΡΒΙΑ (1101, 1177, 1481, 1202)
king-speech-text: «Καβαλλιώται, Ευχαριστώ διά την εκδήλωσιν του πόθου των αισθημάτων σας και εκφράζω και εγώ προσωπικώς την χαράν σας. Εις τας στιγμάς ταύτας της Ελληνικής ευτυχίας σας επικαλώ να σκεφθήτε ότι σας το έχω ο στρατός μου διά της μεγάλης θυσίας και της στρατεύσεως μετά του στρατού μου και του στόλου μου εφρίου μας η Ελλάς να ανακάλυψη εκ νέου.» (1300, 620, 1580, 746)
exchange-row-value: 127.— (210, 273, 270, 286)
exchange-row-name: Ατμοπλοΐα ..... (20, 542, 210, 555)
exchange-row (20, 422, 270, 435)
exchange-row-value: 25.— (210, 638, 270, 651)
exchange-row-name: Οινελαιουργ. και Εμπλ. Ετ. ..... (20, 609, 210, 622)
exchange-row-name: Ομολ. Δαν. 20.000.000 ..... (20, 287, 210, 300)
french-support-subtitle: ΤΙ ΑΠΕΦΑΣΙΣΘΗ ΔΙΑ ΤΟΥΣ ΚΟΥΤΣΟΒΛΑΧΟΥΣ (359, 244, 913, 273)
king-text-cont-3: Εκ εξέτερα ενθουσιώδη λαμπαδηφορία αποτελέσασ' εκ του εφαπλωθέντος φίλλον της εξουσίας υμνών της Ελλάδος και την σκεψην της Μεγαλειότητος του Βασιλέως του Ελευθερωτού και Βουλγαροκτόνου και υπέρ της Μεγάλης Ελλάδος. (1300, 399, 1580, 483)
exchange-row-name: Ελλ. Εταιρ. Μεταλλείων ..... (20, 396, 210, 409)
exchange-row-name: Τράπεζα Ανατολής ..... (20, 273, 210, 286)
wishes-address: Α. Μ. Βασιλέα Κωνσταντίνον Θεσσαλονίκην. (58, 818, 232, 847)
exchange-row (20, 409, 270, 422)
clemenceau-text-2: Εις την Γερμανία κατά Μεσόγειον εκ Ρωσσίας έχει υπό την σκέψιν όπως πάντοτε τας αποφάσεις της προς το Αιγαίον. Η Ρωσσία δεν φαίνεται να λαμβάνει υπόψιν τα συμφέροντα της Ελλάδος. Η Γαλλία όμως, είπε, θα επιθυμεί την επικράτησιν του ελληνισμού εις την Μεσόγειον. (743, 1489, 990, 1602)
russian-embassy-heading: ΡΩΣΙΚΗ ΠΡΕΣΒΕΙΑ (563, 712, 695, 728)
parliament-text: Κατ' ασφαλείς πληροφορίας η πρακτική σκέψις μεταξύ των κυβερνητικών κύκλων είναι ίνα επαναληφθώσιν αί εργασίαι της Βουλής την προσεχή Τετάρτην ή την επομένην μετά την αποχώρησιν του κ. Πρωθυπουργού της ανάπτυξιν και του κ. Υπουργού των Στρατιωτικών, θέλει σκεφθή η σύνταξις ουσιώδους εις την χώραν οικονομικού ζητήματος. Οι υπουργοί θα σπεύσωσιν όπως εις την Βουλήν εισαχθώσι νομοσχέδια ταχείας ψήφίσεως, αφορώντα κυρίως τα Οικονομικά, και πάσαι αι εκκρεμείς ημών υποθέσεις. (282, 1290, 498, 1515)
exchange-row-value (210, 489, 270, 502)
company-shares-heading: ΜΕΤΟΧΑΙ ΕΤΑΙΡΕΙΩΝ (85, 328, 205, 341)
hair-dye-ad (1002, 1361, 1280, 1545)
turks-bulgar-heading-2: ΔΙΑ ΤΑΣ ΒΟΥΛΓΑΡΙΚΑΣ ΘΗΡΙΩΔΙΑΣ (523, 492, 735, 506)
exchange-row-value: 20.— (210, 515, 270, 528)
exchange-row-value: 111.— (210, 409, 270, 422)
shipping-title-2: ΑΤΜΟΠΛΟΪΑ (48, 1572, 242, 1606)
exchange-row-name: Εταιρείαι Μύλων ..... (20, 436, 210, 449)
exchange-row-value: 4.955.— (210, 194, 270, 207)
friend-turkey-text: ΚΩΝ)ΠΟΛΙΣ, 31 Ιουλίου (Α. Π.)—Ο Πιέρ Λοτί μετά του υιού του έγινον το επισήμως δεκτοί ενταύθα. Αντιπροσωπεία του Σουλτάνου και του Διαδόχου μετέβησαν εις προϋπάντησιν των. Επί τη ευκαιρία ταύτη διεξάγωνται εορταί. (20, 1242, 270, 1327)
exchange-row (20, 343, 270, 356)
king-text-intro: Αργά μετά το μεσονύκτιον μας ανεκοινώθησαν εκ του Εσπερινού εκ Καβάλλας αι επόμεναι τηλεγραφικαί πληροφορίαι εκ Καβάλλας. (1002, 273, 1280, 315)
shipping-title: ΠΑΝΕΛΛΗΝΙΟΣ (87, 1556, 203, 1573)
treaty-text: Επείγεται επίσης η συνομολόγησις της συνθήκης μετά της Τουρκίας ή τουλάχιστον η δαπάνη διά την συντήρησιν των αιχμαλώτων, οίτινες ως γνωστόν ανέρχονται εις 80,000. Η συνθήκη αύτη θα υπογραφή εις ο,τι εις ας αφορά ο κ. Πρωθυπουργός. (506, 1363, 722, 1476)
exchange-row (20, 247, 270, 260)
exchange-row-value: 117.— (210, 582, 270, 595)
currency-list (20, 638, 270, 678)
currency-heading: ΝΟΜΙΣΜΑΤΑ (108, 623, 182, 636)
parliament-section (282, 1093, 722, 1618)
exchange-subtitle-2: ΜΕΤΟΧΑΙ ΤΡΑΠΕΖΩΝ (87, 145, 203, 156)
exchange-row-name: οινική τέλεια ..... (20, 515, 210, 528)
exchange-row (20, 555, 270, 568)
king-speech-end: — Ζήτω ο στρατός. Ζήτω ο στόλος. (1300, 746, 1507, 760)
